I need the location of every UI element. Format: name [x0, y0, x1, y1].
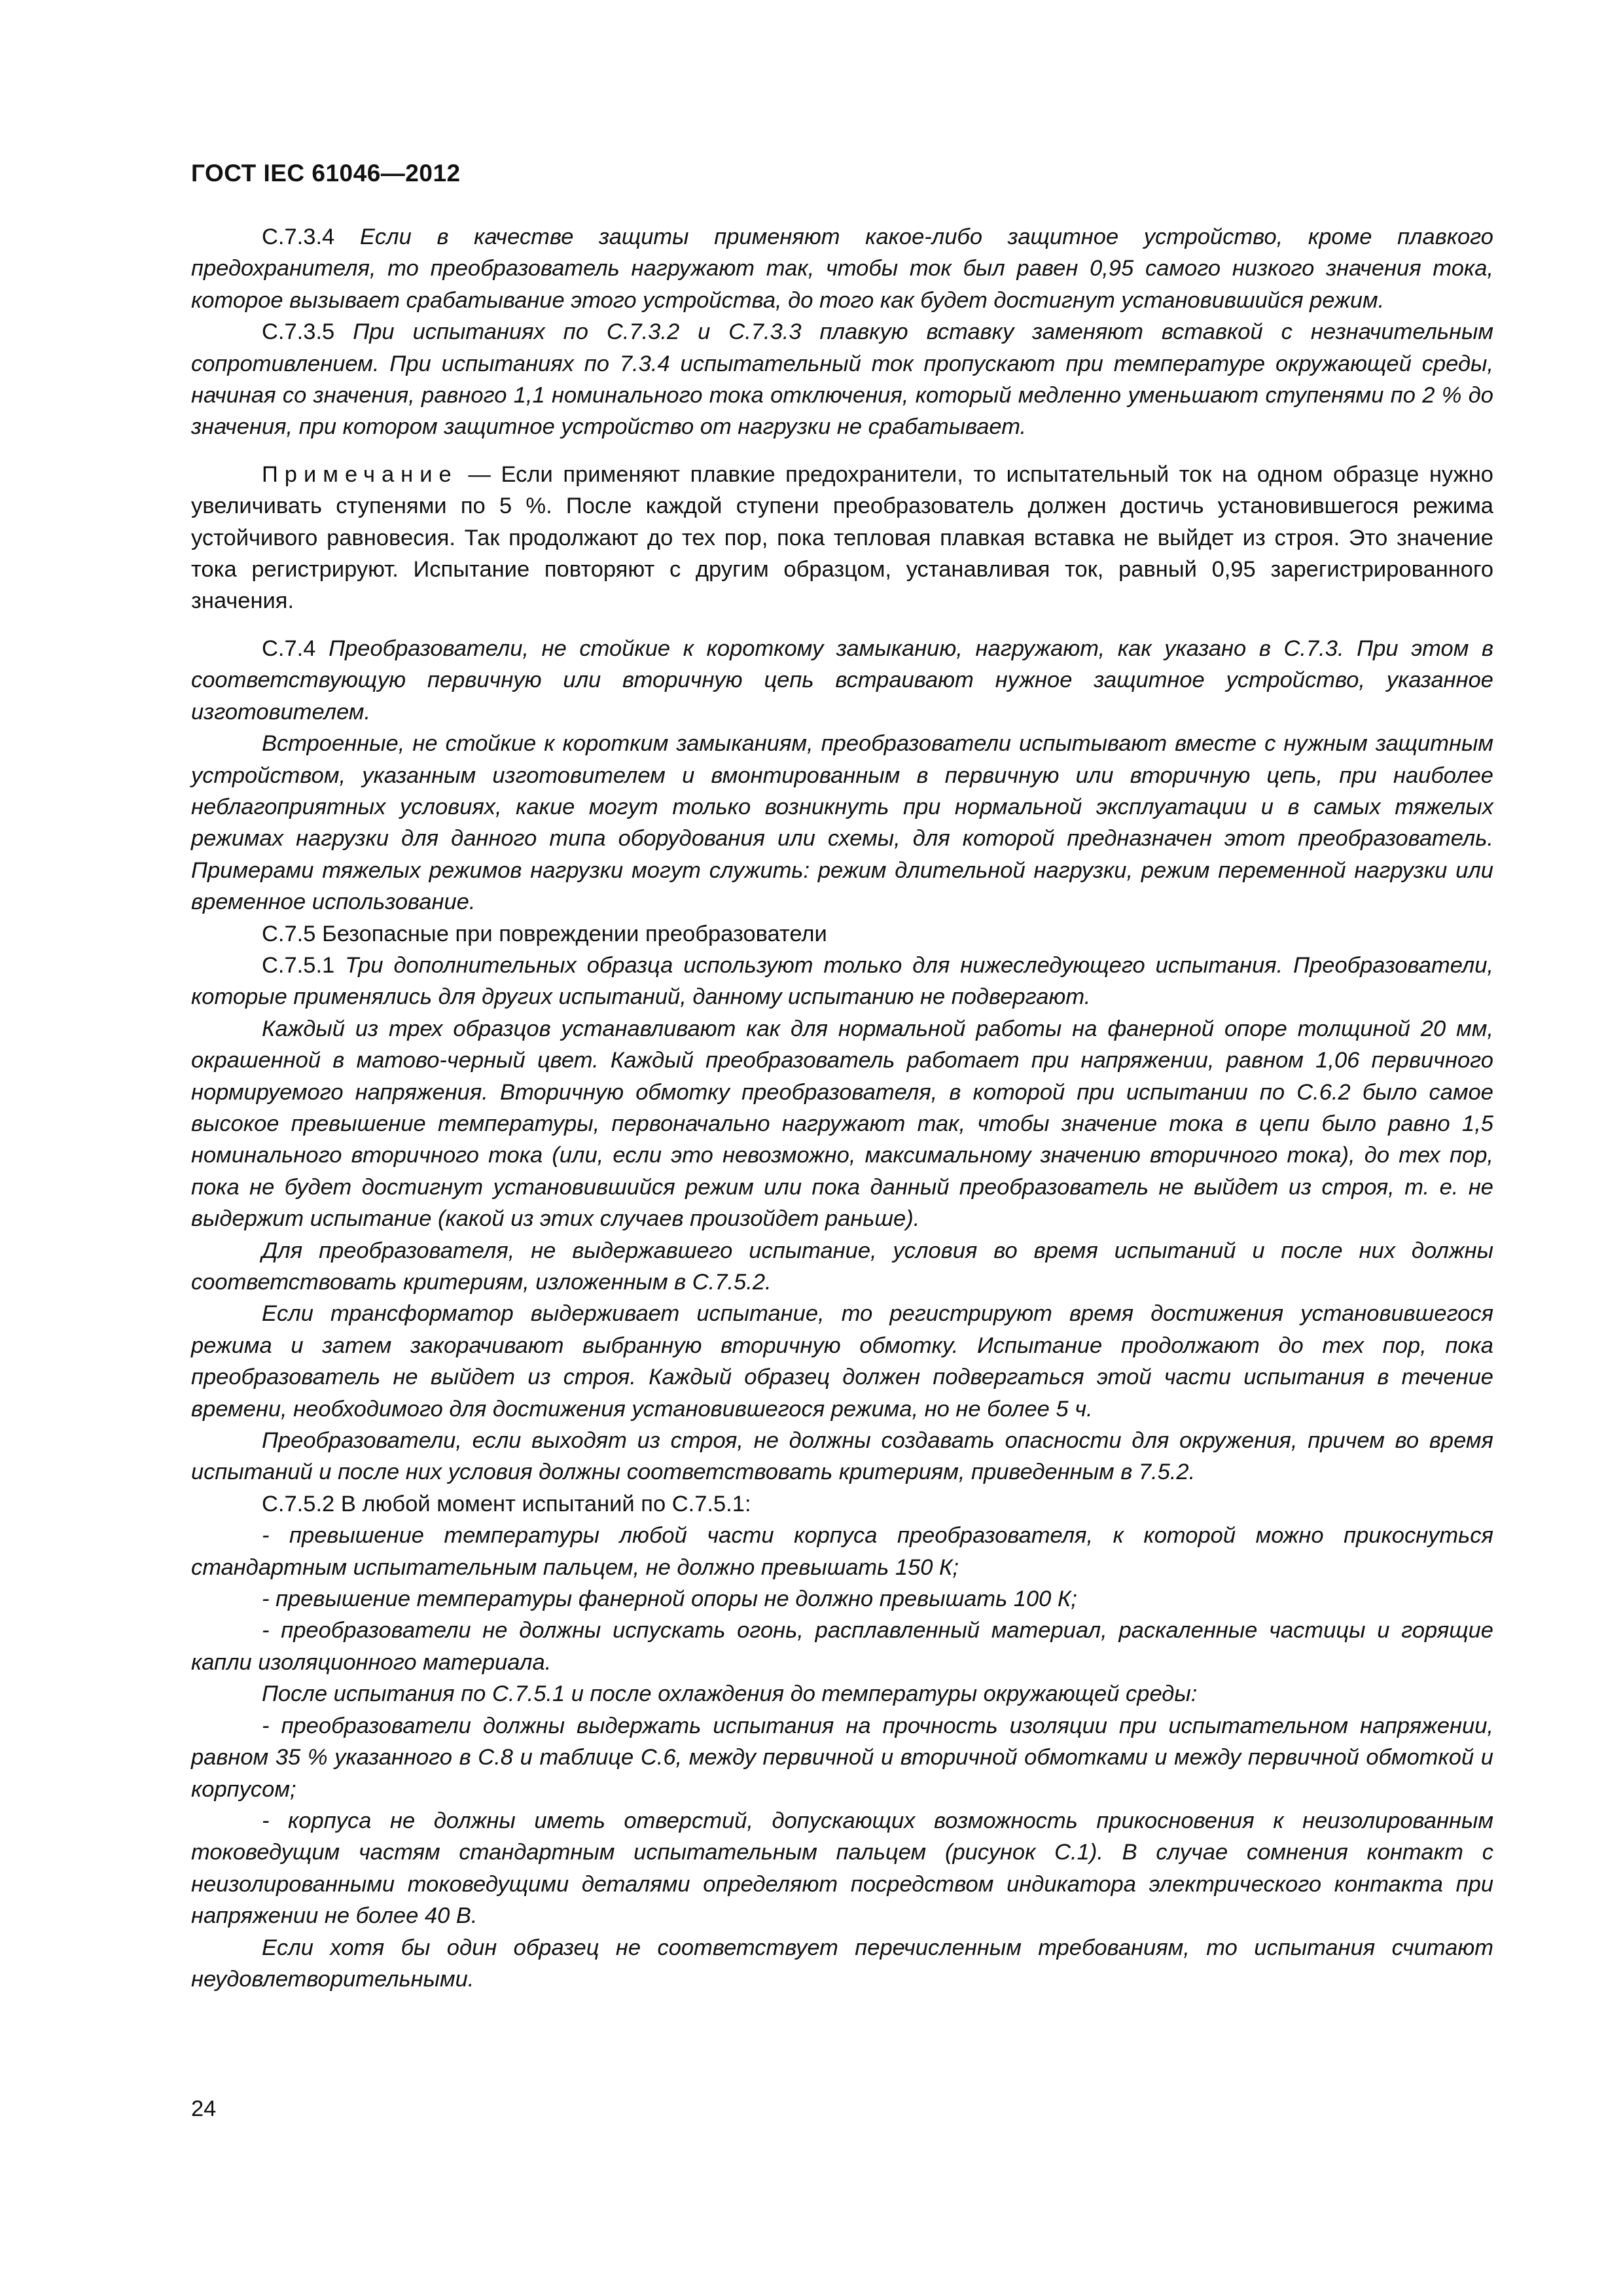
paragraph-no-hazard [191, 1425, 1493, 1488]
list-item-enclosure-temperature [191, 1520, 1493, 1583]
paragraph-text: В любой момент испытаний по С.7.5.1: [340, 1491, 751, 1516]
document-body [191, 221, 1493, 1995]
list-item-text: - превышение температуры фанерной опоры не должно превышать 100 К; [262, 1587, 1077, 1612]
paragraph-after-cooling [191, 1678, 1493, 1710]
paragraph-text: Три дополнительных образца используют только для нижеследующего испытания. Преобразователи, которые применялись для других испытаний, данному испытанию не подвергают. [191, 952, 1493, 1010]
paragraph-failed-transformer [191, 1235, 1493, 1299]
page-number: 24 [191, 2096, 217, 2121]
list-item-text: - преобразователи не должны испускать огонь, расплавленный материал, раскаленные частицы и горящие капли изоляционного материала. [191, 1618, 1493, 1675]
paragraph-passed-transformer [191, 1298, 1493, 1425]
clause-number: C.7.4 [262, 636, 316, 661]
clause-number: C.7.3.4 [262, 224, 335, 249]
paragraph-text: При испытаниях по С.7.3.2 и С.7.3.3 плавкую вставку заменяют вставкой с незначительным сопротивлением. При испытаниях по 7.3.4 испытательный ток пропускают при температуре окружающей среды, начиная со значения, равного 1,1 номинального тока отключения, который медленно уменьшают ступенями по 2 % до значения, при котором защитное устройство от нагрузки не срабатывает. [191, 319, 1493, 440]
list-item-no-fire [191, 1615, 1493, 1678]
paragraph-c7-3-4 [191, 221, 1493, 316]
list-item-text: - преобразователи должны выдержать испытания на прочность изоляции при испытательном напряжении, равном 35 % указанного в С.8 и таблице С.6, между первичной и вторичной обмотками и между первичной обмоткой и корпусом; [191, 1713, 1493, 1802]
note-text: — Если применяют плавкие предохранители, то испытательный ток на одном образце нужно увеличивать ступенями по 5 %. После каждой ступени преобразователь должен достичь установившегося режима устойчивого равновесия. Так продолжают до тех пор, пока тепловая плавкая вставка не выйдет из строя. Это значение тока регистрируют. Испытание повторяют с другим образцом, устанавливая ток, равный 0,95 зарегистрированного значения. [191, 461, 1493, 614]
paragraph-three-samples [191, 1013, 1493, 1235]
list-item-text: - корпуса не должны иметь отверстий, допускающих возможность прикосновения к неизолированным токоведущим частям стандартным испытательным пальцем (рисунок С.1). В случае сомнения контакт с неизолированными токоведущими деталями определяют посредством индикатора электрического контакта при напряжении не более 40 В. [191, 1808, 1493, 1929]
document-header: ГОСТ IEC 61046—2012 [191, 160, 461, 187]
paragraph-text: После испытания по С.7.5.1 и после охлаждения до температуры окружающей среды: [262, 1681, 1198, 1707]
paragraph-text: Преобразователи, если выходят из строя, не должны создавать опасности для окружения, причем во время испытаний и после них условия должны соответствовать критериям, приведенным в 7.5.2. [191, 1428, 1493, 1485]
section-title: Безопасные при повреждении преобразователи [322, 921, 827, 946]
paragraph-text: Для преобразователя, не выдержавшего испытание, условия во время испытаний и после них должны соответствовать критериям, изложенным в С.7.5.2. [191, 1238, 1493, 1295]
list-item-plywood-temperature [191, 1583, 1493, 1615]
paragraph-c7-3-5 [191, 316, 1493, 443]
paragraph-conclusion [191, 1932, 1493, 1996]
paragraph-text: Встроенные, не стойкие к коротким замыканиям, преобразователи испытывают вместе с нужным защитным устройством, указанным изготовителем и вмонтированным в первичную или вторичную цепь, при наиболее неблагоприятных условиях, какие могут только возникнуть при нормальной эксплуатации и в самых тяжелых режимах нагрузки для данного типа оборудования или схемы, для которой предназначен этот преобразователь. Примерами тяжелых режимов нагрузки могут служить: режим длительной нагрузки, режим переменной нагрузки или временное использование. [191, 731, 1493, 915]
list-item-no-openings [191, 1805, 1493, 1932]
clause-number: C.7.5 [262, 921, 316, 946]
paragraph-text: Если в качестве защиты применяют какое-либо защитное устройство, кроме плавкого предохранителя, то преобразователь нагружают так, чтобы ток был равен 0,95 самого низкого значения тока, которое вызывает срабатывание этого устройства, до того как будет достигнут установившийся режим. [191, 224, 1493, 313]
paragraph-text: Если хотя бы один образец не соответствует перечисленным требованиям, то испытания считают неудовлетворительными. [191, 1935, 1493, 1992]
list-item-dielectric-strength [191, 1710, 1493, 1805]
paragraph-builtin-transformers [191, 728, 1493, 918]
list-item-text: - превышение температуры любой части корпуса преобразователя, к которой можно прикоснуться стандартным испытательным пальцем, не должно превышать 150 К; [191, 1523, 1493, 1580]
paragraph-c7-5-2 [191, 1488, 1493, 1520]
note-label: Примечание [262, 461, 458, 487]
paragraph-c7-5 [191, 918, 1493, 950]
clause-number: C.7.3.5 [262, 319, 335, 345]
paragraph-c7-4 [191, 633, 1493, 728]
paragraph-text: Если трансформатор выдерживает испытание, то регистрируют время достижения установившегося режима и затем закорачивают выбранную вторичную обмотку. Испытание продолжают до тех пор, пока преобразователь не выйдет из строя. Каждый образец должен подвергаться этой части испытания в течение времени, необходимого для достижения установившегося режима, но не более 5 ч. [191, 1301, 1493, 1422]
paragraph-text: Преобразователи, не стойкие к короткому замыканию, нагружают, как указано в С.7.3. При этом в соответствующую первичную или вторичную цепь встраивают нужное защитное устройство, указанное изготовителем. [191, 636, 1493, 725]
paragraph-c7-5-1 [191, 950, 1493, 1013]
paragraph-text: Каждый из трех образцов устанавливают как для нормальной работы на фанерной опоре толщиной 20 мм, окрашенной в матово-черный цвет. Каждый преобразователь работает при напряжении, равном 1,06 первичного нормируемого напряжения. Вторичную обмотку преобразователя, в которой при испытании по С.6.2 было самое высокое превышение температуры, первоначально нагружают так, чтобы значение тока в цепи было равно 1,5 номинального вторичного тока (или, если это невозможно, максимальному значению вторичного тока), до тех пор, пока не будет достигнут установившийся режим или пока данный преобразователь не выйдет из строя, т. е. не выдержит испытание (какой из этих случаев произойдет раньше). [191, 1016, 1493, 1232]
note-paragraph [191, 459, 1493, 617]
clause-number: C.7.5.1 [262, 952, 335, 978]
clause-number: C.7.5.2 [262, 1491, 335, 1516]
